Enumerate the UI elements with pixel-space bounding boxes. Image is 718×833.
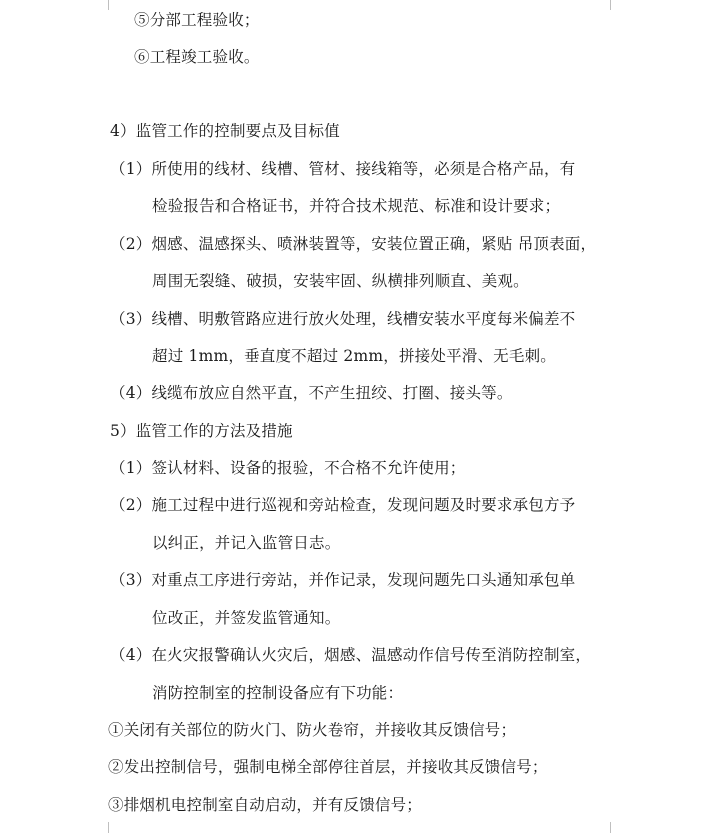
paragraph-line: 消防控制室的控制设备应有下功能： bbox=[152, 684, 404, 702]
section-heading-5: 5）监管工作的方法及措施 bbox=[110, 422, 293, 440]
margin-mark-bottom-right bbox=[610, 822, 623, 833]
margin-mark-top-right bbox=[610, 0, 623, 10]
paragraph-line: 位改正，并签发监管通知。 bbox=[152, 609, 341, 627]
list-item-acceptance-6: ⑥工程竣工验收。 bbox=[134, 48, 260, 66]
paragraph-line: （1）签认材料、设备的报验，不合格不允许使用； bbox=[110, 459, 466, 477]
section-heading-4: 4）监管工作的控制要点及目标值 bbox=[110, 122, 340, 140]
paragraph-line: 检验报告和合格证书，并符合技术规范、标准和设计要求； bbox=[152, 197, 561, 215]
margin-mark-bottom-left bbox=[96, 822, 109, 833]
paragraph-line: （3）线槽、明敷管路应进行放火处理，线槽安装水平度每米偏差不 bbox=[110, 310, 576, 328]
paragraph-line: （4）线缆布放应自然平直，不产生扭绞、打圈、接头等。 bbox=[110, 384, 513, 402]
paragraph-line: 以纠正，并记入监管日志。 bbox=[152, 534, 341, 552]
margin-mark-top-left bbox=[96, 0, 109, 10]
paragraph-line: （4）在火灾报警确认火灾后，烟感、温感动作信号传至消防控制室， bbox=[110, 646, 592, 664]
paragraph-line: 超过 1mm，垂直度不超过 2mm，拼接处平滑、无毛刺。 bbox=[152, 347, 556, 365]
paragraph-line: 周围无裂缝、破损，安装牢固、纵横排列顺直、美观。 bbox=[152, 272, 529, 290]
list-item-function-1: ①关闭有关部位的防火门、防火卷帘，并接收其反馈信号； bbox=[108, 721, 517, 739]
list-item-function-2: ②发出控制信号，强制电梯全部停往首层，并接收其反馈信号； bbox=[108, 758, 548, 776]
paragraph-line: （2）施工过程中进行巡视和旁站检查，发现问题及时要求承包方予 bbox=[110, 496, 576, 514]
list-item-function-3: ③排烟机电控制室自动启动，并有反馈信号； bbox=[108, 796, 423, 814]
paragraph-line: （2）烟感、温感探头、喷淋装置等，安装位置正确，紧贴 吊顶表面， bbox=[110, 235, 597, 253]
paragraph-line: （3）对重点工序进行旁站，并作记录，发现问题先口头通知承包单 bbox=[110, 571, 576, 589]
paragraph-line: （1）所使用的线材、线槽、管材、接线箱等，必须是合格产品，有 bbox=[110, 160, 576, 178]
list-item-acceptance-5: ⑤分部工程验收； bbox=[134, 11, 260, 29]
